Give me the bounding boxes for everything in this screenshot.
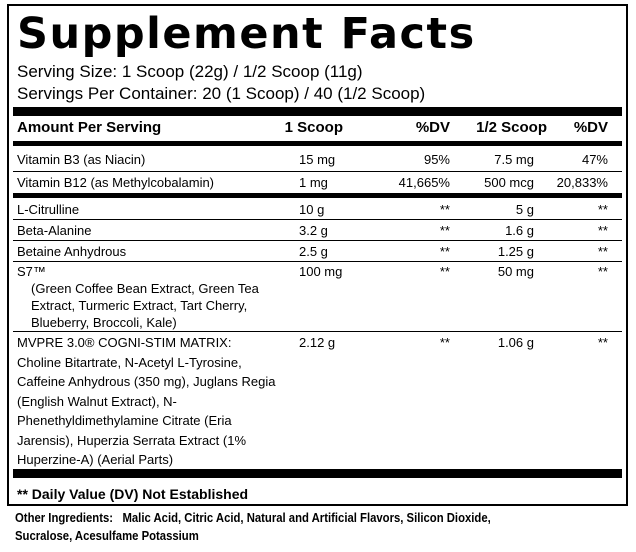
amount-1-scoop: 100 mg: [299, 264, 343, 279]
header-half-scoop: 1/2 Scoop: [476, 119, 547, 136]
header-dv-2: %DV: [573, 119, 608, 136]
row-divider: [13, 240, 622, 241]
dv-1-scoop: **: [439, 202, 450, 217]
amount-half-scoop: 5 g: [515, 202, 534, 217]
dv-half-scoop: **: [597, 202, 608, 217]
nutrient-name: S7™: [17, 264, 46, 279]
dv-half-scoop: **: [597, 335, 608, 350]
row-divider: [13, 171, 622, 172]
dv-half-scoop: 47%: [581, 152, 608, 167]
vitamin-divider: [13, 193, 622, 198]
nutrient-name: Betaine Anhydrous: [17, 244, 127, 259]
dv-1-scoop: **: [439, 223, 450, 238]
row-divider: [13, 261, 622, 262]
amount-half-scoop: 500 mcg: [484, 175, 534, 190]
amount-half-scoop: 7.5 mg: [494, 152, 534, 167]
amount-half-scoop: 1.6 g: [505, 223, 534, 238]
row-divider: [13, 331, 622, 332]
amount-1-scoop: 2.12 g: [299, 335, 336, 350]
servings-per-container: Servings Per Container: 20 (1 Scoop) / 40 (1/2 Scoop): [17, 84, 426, 103]
nutrient-name: L-Citrulline: [17, 202, 80, 217]
header-1-scoop: 1 Scoop: [284, 119, 343, 136]
amount-1-scoop: 3.2 g: [299, 223, 328, 238]
serving-size: Serving Size: 1 Scoop (22g) / 1/2 Scoop (11g): [17, 62, 363, 81]
amount-1-scoop: 15 mg: [299, 152, 336, 167]
dv-footnote: ** Daily Value (DV) Not Established: [17, 486, 249, 502]
dv-1-scoop: **: [439, 335, 450, 350]
other-ingredients-label: Other Ingredients:: [15, 510, 114, 525]
panel-title: Supplement Facts: [17, 9, 476, 59]
nutrient-name: Vitamin B12 (as Methylcobalamin): [17, 175, 215, 190]
nutrient-name: Vitamin B3 (as Niacin): [17, 152, 146, 167]
supplement-facts-panel: [7, 4, 628, 506]
amount-1-scoop: 1 mg: [299, 175, 328, 190]
other-ingredients: [15, 509, 547, 545]
dv-1-scoop: 41,665%: [398, 175, 450, 190]
amount-1-scoop: 10 g: [299, 202, 325, 217]
header-amount: Amount Per Serving: [17, 119, 162, 136]
header-dv-1: %DV: [415, 119, 450, 136]
dv-half-scoop: 20,833%: [556, 175, 608, 190]
dv-1-scoop: 95%: [423, 152, 450, 167]
dv-half-scoop: **: [597, 244, 608, 259]
amount-half-scoop: 50 mg: [497, 264, 534, 279]
amount-half-scoop: 1.06 g: [497, 335, 534, 350]
amount-1-scoop: 2.5 g: [299, 244, 328, 259]
dv-1-scoop: **: [439, 264, 450, 279]
nutrient-name: MVPRE 3.0® COGNI-STIM MATRIX:: [17, 335, 232, 350]
dv-1-scoop: **: [439, 244, 450, 259]
blend-ingredients: Choline Bitartrate, N-Acetyl L-Tyrosine, Caffeine Anhydrous (350 mg), Juglans Regia (English Walnut Extract), N-Phenethyldimethylamine Citrate (Eria Jarensis), Huperzia Serrata Extract (1% Huperzine-A) (Aerial Parts): [17, 354, 276, 467]
dv-half-scoop: **: [597, 223, 608, 238]
dv-half-scoop: **: [597, 264, 608, 279]
header-divider: [13, 141, 622, 146]
blend-ingredients: (Green Coffee Bean Extract, Green Tea Extract, Turmeric Extract, Tart Cherry, Blueberry, Broccoli, Kale): [31, 281, 259, 330]
bottom-divider: [13, 469, 622, 478]
thick-divider: [13, 107, 622, 116]
row-divider: [13, 219, 622, 220]
amount-half-scoop: 1.25 g: [497, 244, 534, 259]
nutrient-name: Beta-Alanine: [17, 223, 92, 238]
other-ingredients-text: Malic Acid, Citric Acid, Natural and Artificial Flavors, Silicon Dioxide, Sucralose, Acesulfame Potassium: [15, 510, 491, 543]
